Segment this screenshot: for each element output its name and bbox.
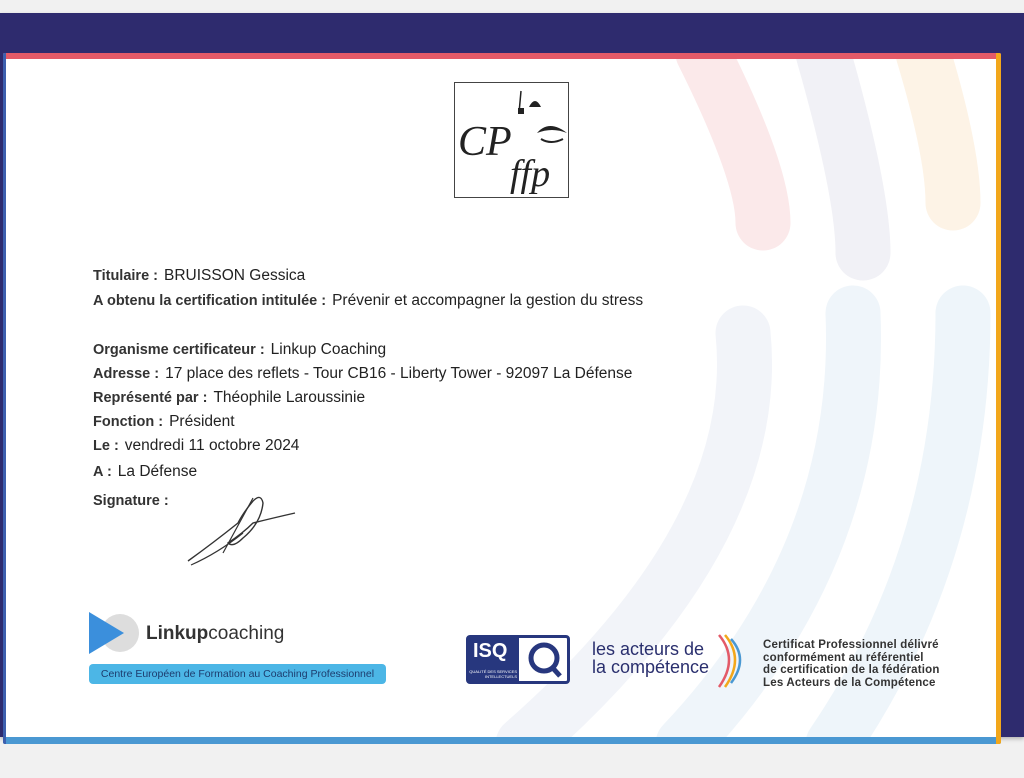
acteurs-arcs-icon bbox=[715, 631, 745, 691]
field-label: Représenté par : bbox=[93, 390, 208, 406]
top-accent-strip bbox=[3, 53, 1001, 59]
note-line: conformément au référentiel bbox=[763, 651, 924, 664]
field-value: La Défense bbox=[117, 463, 198, 480]
field-holder bbox=[93, 267, 305, 285]
isq-title: ISQ bbox=[473, 640, 508, 662]
note-line: Certificat Professionnel délivré bbox=[763, 639, 939, 651]
field-value: Prévenir et accompagner la gestion du stress bbox=[332, 292, 644, 309]
signature-image bbox=[183, 493, 303, 568]
acteurs-line1: les acteurs de bbox=[592, 639, 705, 659]
field-adresse bbox=[93, 365, 632, 383]
isq-q-icon bbox=[520, 638, 570, 681]
field-organisme bbox=[93, 341, 386, 359]
linkup-tagline: Centre Européen de Formation au Coaching Professionnel bbox=[89, 664, 386, 684]
field-label: A : bbox=[93, 464, 112, 480]
field-label: Titulaire : bbox=[93, 268, 158, 284]
svg-text:ffp: ffp bbox=[510, 153, 551, 195]
cpffp-logo bbox=[454, 82, 569, 198]
field-lieu bbox=[93, 463, 197, 481]
field-label: Le : bbox=[93, 438, 119, 454]
field-value: 17 place des reflets - Tour CB16 - Liberty Tower - 92097 La Défense bbox=[165, 365, 633, 382]
bottom-accent-strip bbox=[3, 737, 1001, 744]
isq-subtitle: QUALITÉ DES SERVICES INTELLECTUELS bbox=[469, 669, 517, 679]
play-icon bbox=[86, 609, 146, 659]
right-accent-strip bbox=[996, 53, 1001, 744]
brand-bold: Linkup bbox=[146, 623, 209, 644]
field-value: Président bbox=[169, 413, 235, 430]
field-certification bbox=[93, 292, 643, 310]
field-value: Théophile Laroussinie bbox=[213, 389, 366, 406]
field-label: Adresse : bbox=[93, 366, 160, 382]
certificate-card bbox=[3, 53, 1001, 744]
field-label: Signature : bbox=[93, 493, 169, 509]
field-signature bbox=[93, 492, 175, 510]
brand-light: coaching bbox=[208, 623, 285, 644]
certification-note bbox=[763, 639, 940, 689]
note-line: de certification de la fédération bbox=[763, 664, 940, 676]
field-label: Fonction : bbox=[93, 414, 164, 430]
note-line: Les Acteurs de la Compétence bbox=[763, 676, 936, 689]
field-label: A obtenu la certification intitulée : bbox=[93, 293, 327, 309]
acteurs-line2: la compétence bbox=[592, 657, 710, 677]
field-represente bbox=[93, 389, 365, 407]
field-fonction bbox=[93, 413, 235, 431]
field-date bbox=[93, 437, 299, 455]
field-value: BRUISSON Gessica bbox=[164, 267, 306, 284]
certificate-frame bbox=[0, 13, 1024, 737]
acteurs-competence-logo bbox=[592, 640, 709, 676]
isq-logo bbox=[466, 635, 570, 684]
field-value: Linkup Coaching bbox=[270, 341, 387, 358]
svg-text:CP: CP bbox=[458, 119, 512, 165]
left-accent-strip bbox=[3, 53, 6, 744]
field-value: vendredi 11 octobre 2024 bbox=[124, 437, 300, 454]
field-label: Organisme certificateur : bbox=[93, 342, 265, 358]
